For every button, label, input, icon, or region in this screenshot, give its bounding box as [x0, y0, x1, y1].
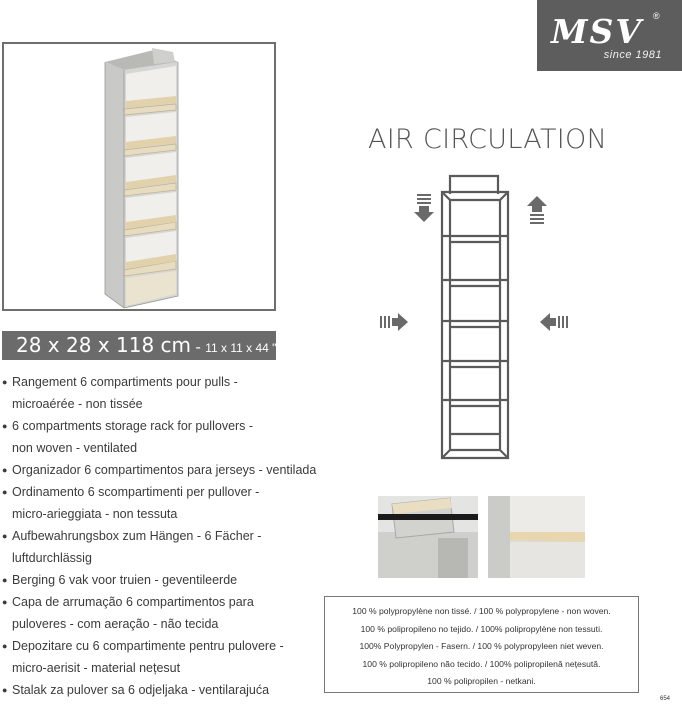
list-item: ● Berging 6 vak voor truien - geventileerde: [2, 569, 322, 591]
material-line: 100 % polipropileno no tejido. / 100% polipropylène non tessuti.: [360, 623, 603, 634]
page-number: 654: [660, 696, 671, 702]
materials-box: [324, 596, 639, 693]
detail-photo-hanger: [378, 496, 478, 578]
dimensions-bar: [2, 331, 276, 360]
list-item-continued: luftdurchlässig: [12, 551, 92, 565]
material-line: 100% Polypropylen - Fasern. / 100 % polypropyleen niet weven.: [359, 641, 604, 651]
dimensions-imperial: 11 x 11 x 44 ": [205, 341, 277, 355]
dimensions-metric: 28 x 28 x 118 cm: [16, 333, 192, 357]
list-item: ● Stalak za pulover sa 6 odjeljaka - ventilarajuća: [2, 679, 322, 701]
list-item-continued: puloveres - com aeração - não tecida: [12, 617, 219, 631]
list-item-continued: non woven - ventilated: [12, 441, 138, 455]
arrow-down-icon: [414, 194, 434, 222]
logo-since: since 1981: [603, 49, 662, 61]
list-item: ● Rangement 6 compartiments pour pulls -: [2, 371, 322, 393]
description-list: [2, 371, 322, 701]
list-item: ● 6 compartments storage rack for pullovers -: [2, 415, 322, 437]
logo-wordmark: MSV: [551, 12, 643, 51]
bullet-icon: ●: [2, 421, 8, 431]
bullet-icon: ●: [2, 377, 8, 387]
dimensions-separator: -: [191, 339, 206, 356]
material-line: 100 % polypropylène non tissé. / 100 % polypropylene - non woven.: [352, 606, 611, 616]
organizer-outline: [442, 176, 508, 458]
bullet-icon: ●: [2, 597, 8, 607]
bullet-icon: ●: [2, 487, 8, 497]
registered-mark: ®: [653, 11, 660, 21]
detail-photo-shelf: [488, 496, 585, 578]
arrow-right-icon: [380, 313, 408, 331]
list-item-continued: micro-arieggiata - non tessuta: [12, 507, 178, 521]
arrow-left-icon: [540, 313, 568, 331]
air-circulation-diagram: [370, 172, 590, 472]
bullet-icon: ●: [2, 575, 8, 585]
list-item-continued: micro-aerisit - material nețesut: [12, 661, 181, 675]
product-photo: [2, 42, 276, 311]
brand-logo: [537, 0, 682, 71]
list-item: ● Depozitare cu 6 compartimente pentru pulovere -: [2, 635, 322, 657]
bullet-icon: ●: [2, 531, 8, 541]
hanging-organizer-image: [4, 44, 274, 309]
list-item: ● Aufbewahrungsbox zum Hängen - 6 Fächer -: [2, 525, 322, 547]
bullet-icon: ●: [2, 641, 8, 651]
list-item: ● Ordinamento 6 scompartimenti per pullover -: [2, 481, 322, 503]
bullet-icon: ●: [2, 465, 8, 475]
bullet-icon: ●: [2, 685, 8, 695]
material-line: 100 % polipropileno não tecido. / 100% polipropilenă nețesută.: [362, 658, 601, 669]
list-item-continued: microaérée - non tissée: [12, 397, 143, 411]
air-circulation-title: AIR CIRCULATION: [368, 124, 608, 155]
arrow-up-icon: [527, 196, 547, 224]
list-item: ● Organizador 6 compartimentos para jerseys - ventilada: [2, 459, 322, 481]
list-item: ● Capa de arrumação 6 compartimentos para: [2, 591, 322, 613]
material-line: 100 % polipropilen - netkani.: [427, 676, 536, 686]
